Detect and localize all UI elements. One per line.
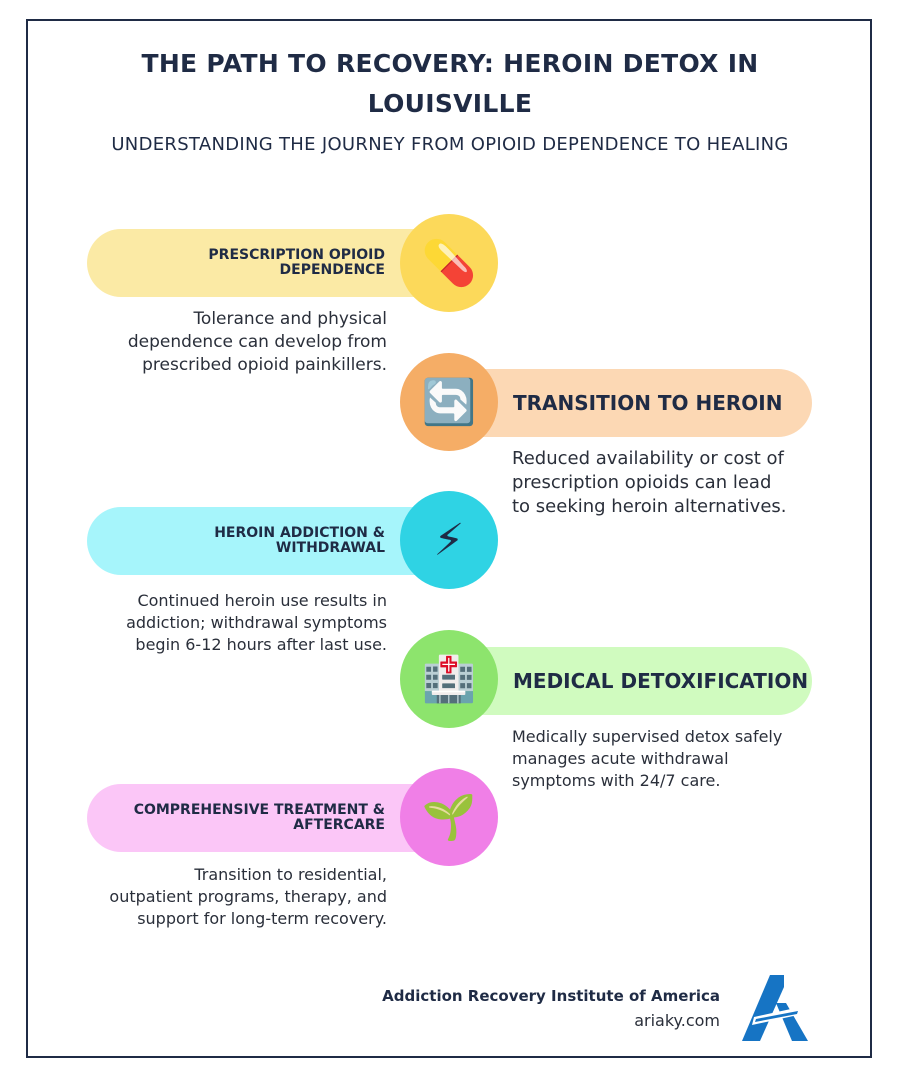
step-2-pill [445,369,812,437]
step-5-label: COMPREHENSIVE TREATMENT & AFTERCARE [133,802,385,833]
pill-icon: 💊 [400,214,498,312]
organization-name: Addiction Recovery Institute of America [382,987,720,1005]
page-subtitle: UNDERSTANDING THE JOURNEY FROM OPIOID DEPENDENCE TO HEALING [111,134,789,155]
lightning-icon: ⚡ [400,491,498,589]
step-2-description: Reduced availability or cost of prescription opioids can lead to seeking heroin alternatives. [512,448,787,517]
step-3-description: Continued heroin use results in addiction; withdrawal symptoms begin 6-12 hours after last use. [126,591,387,654]
hospital-icon: 🏥 [400,630,498,728]
aria-logo-icon [740,973,810,1043]
step-4-label: MEDICAL DETOXIFICATION [513,669,809,693]
step-3-label: HEROIN ADDICTION & WITHDRAWAL [214,525,385,556]
seedling-icon: 🌱 [400,768,498,866]
title-line-2: LOUISVILLE [367,89,533,118]
step-2-label: TRANSITION TO HEROIN [513,391,783,415]
step-4-pill [445,647,812,715]
website-link[interactable]: ariaky.com [634,1011,720,1030]
refresh-arrows-icon: 🔄 [400,353,498,451]
title-line-1: THE PATH TO RECOVERY: HEROIN DETOX IN [141,49,759,78]
step-4-description: Medically supervised detox safely manages acute withdrawal symptoms with 24/7 care. [512,727,783,790]
step-1-description: Tolerance and physical dependence can develop from prescribed opioid painkillers. [127,309,387,375]
page-title [0,44,900,124]
step-5-description: Transition to residential, outpatient programs, therapy, and support for long-term recovery. [109,865,387,928]
step-1-label: PRESCRIPTION OPIOID DEPENDENCE [208,247,385,278]
